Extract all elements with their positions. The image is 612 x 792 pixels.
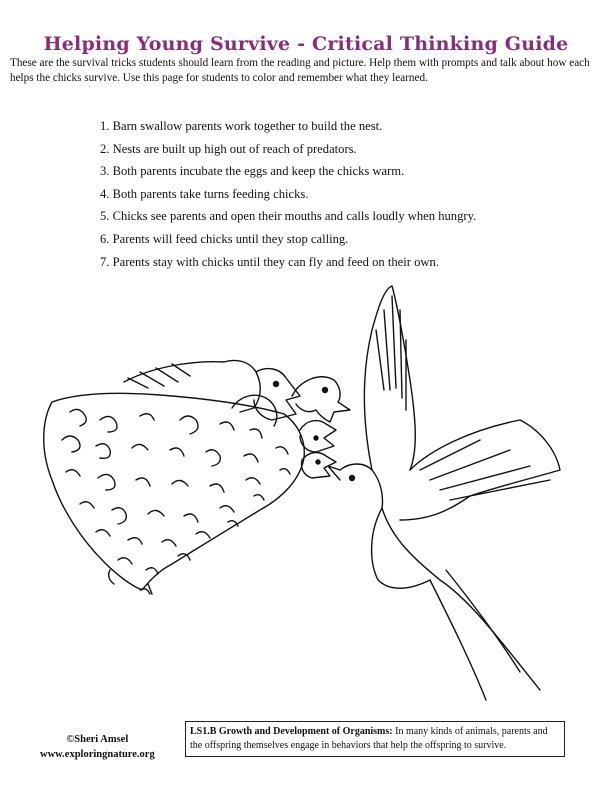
standard-text: In many kinds of animals, parents and the offspring themselves engage in behaviors that help the offspring to survive. bbox=[190, 726, 548, 751]
author-credit bbox=[40, 732, 155, 762]
list-item: 2. Nests are built up high out of reach of predators. bbox=[100, 141, 357, 156]
list-item: 4. Both parents take turns feeding chicks. bbox=[100, 186, 309, 201]
list-item: 3. Both parents incubate the eggs and keep the chicks warm. bbox=[100, 164, 405, 179]
mud-nest-icon bbox=[44, 393, 305, 594]
list-item: 7. Parents stay with chicks until they can fly and feed on their own. bbox=[100, 254, 439, 269]
page-title: Helping Young Survive - Critical Thinking Guide bbox=[43, 33, 569, 55]
website-url: www.exploringnature.org bbox=[40, 749, 155, 760]
standard-code: LS1.B Growth and Development of Organisms: bbox=[190, 726, 393, 737]
standard-box bbox=[185, 721, 565, 757]
flying-swallow-icon bbox=[328, 286, 560, 700]
list-item: 6. Parents will feed chicks until they stop calling. bbox=[100, 231, 349, 246]
chicks-icon bbox=[124, 360, 350, 478]
list-item: 1. Barn swallow parents work together to build the nest. bbox=[100, 119, 383, 133]
list-item: 5. Chicks see parents and open their mouths and calls loudly when hungry. bbox=[100, 209, 477, 224]
intro-paragraph: These are the survival tricks students should learn from the reading and picture. Help them with prompts and talk about how each helps the chicks survive. Use this page for students to color and remember what they learned. bbox=[10, 57, 590, 84]
author-name: ©Sheri Amsel bbox=[66, 734, 129, 745]
